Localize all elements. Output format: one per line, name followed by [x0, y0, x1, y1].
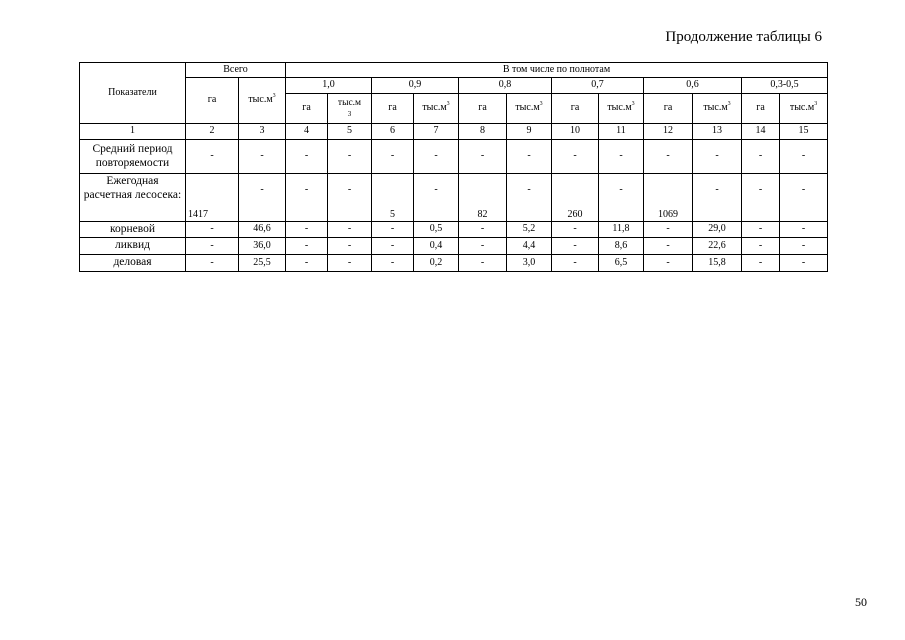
table-cell: - [644, 255, 693, 272]
table-row-liquid [80, 238, 828, 255]
table-cell: 1069 [644, 174, 693, 222]
table-cell: - [742, 174, 780, 222]
table-continuation-heading: Продолжение таблицы 6 [665, 29, 822, 45]
column-number: 1 [80, 124, 186, 140]
table-cell: - [414, 140, 459, 174]
header-row-density [80, 78, 828, 94]
row-label-period: Средний период повторяемости [80, 140, 186, 174]
unit-ha-4: га [552, 94, 599, 124]
table-cell: 0,2 [414, 255, 459, 272]
header-total-ha: га [186, 78, 239, 124]
table-cell: - [414, 174, 459, 222]
table-cell: - [186, 238, 239, 255]
table-cell: - [186, 222, 239, 238]
table-cell: - [459, 222, 507, 238]
row-label-liquid: ликвид [80, 238, 186, 255]
table-cell: - [507, 174, 552, 222]
table-cell: - [552, 255, 599, 272]
table-cell: - [742, 222, 780, 238]
column-number: 7 [414, 124, 459, 140]
table-cell: - [286, 174, 328, 222]
table-cell: 1417 [186, 174, 239, 222]
table-cell: - [286, 140, 328, 174]
column-number: 5 [328, 124, 372, 140]
table-cell: - [372, 255, 414, 272]
table-cell: - [742, 140, 780, 174]
table-cell: - [372, 140, 414, 174]
table-row-period [80, 140, 828, 174]
table-cell: - [599, 174, 644, 222]
header-density-3: 0,8 [459, 78, 552, 94]
table-cell: - [780, 174, 828, 222]
unit-ha-5: га [644, 94, 693, 124]
row-label-cut: Ежегодная расчетная лесосека: [80, 174, 186, 222]
table-cell: - [459, 238, 507, 255]
table-cell: - [328, 174, 372, 222]
table-cell: - [459, 255, 507, 272]
table-cell: 36,0 [239, 238, 286, 255]
forest-cut-table [79, 62, 828, 272]
table-cell: - [644, 222, 693, 238]
table-cell: - [693, 140, 742, 174]
table-cell: - [552, 140, 599, 174]
table-cell: - [372, 238, 414, 255]
unit-thous-m3-5: $тыс.м^3$ [693, 94, 742, 124]
table-cell: 0,5 [414, 222, 459, 238]
table-cell: - [552, 222, 599, 238]
table-cell: 5,2 [507, 222, 552, 238]
unit-ha-6: га [742, 94, 780, 124]
header-row-top [80, 63, 828, 78]
table-cell: - [742, 255, 780, 272]
column-numbers-row [80, 124, 828, 140]
table-cell: 29,0 [693, 222, 742, 238]
table-cell: 3,0 [507, 255, 552, 272]
column-number: 9 [507, 124, 552, 140]
table-cell: - [742, 238, 780, 255]
column-number: 12 [644, 124, 693, 140]
table-row-cut [80, 174, 828, 222]
header-density-4: 0,7 [552, 78, 644, 94]
table-cell: - [372, 222, 414, 238]
table-cell: 46,6 [239, 222, 286, 238]
table-cell: - [239, 140, 286, 174]
unit-thous-m3-2: $тыс.м^3$ [414, 94, 459, 124]
table-cell: - [328, 255, 372, 272]
column-number: 6 [372, 124, 414, 140]
table-cell: - [780, 255, 828, 272]
page-number: 50 [855, 595, 867, 609]
header-by-density: В том числе по полнотам [286, 63, 828, 78]
column-number: 2 [186, 124, 239, 140]
table-cell: - [459, 140, 507, 174]
table-cell: - [286, 255, 328, 272]
header-density-1: 1,0 [286, 78, 372, 94]
table-cell: 11,8 [599, 222, 644, 238]
column-number: 15 [780, 124, 828, 140]
unit-thous-m3-3: $тыс.м^3$ [507, 94, 552, 124]
table-cell: 0,4 [414, 238, 459, 255]
table-cell: 4,4 [507, 238, 552, 255]
column-number: 3 [239, 124, 286, 140]
table-cell: 25,5 [239, 255, 286, 272]
unit-thous-m3-6: $тыс.м^3$ [780, 94, 828, 124]
table-row-root [80, 222, 828, 238]
table-cell: - [507, 140, 552, 174]
header-density-5: 0,6 [644, 78, 742, 94]
table-cell: 6,5 [599, 255, 644, 272]
table-cell: - [186, 140, 239, 174]
row-label-root: корневой [80, 222, 186, 238]
column-number: 13 [693, 124, 742, 140]
unit-thous-m3-1: тыс.м 3 [328, 94, 372, 124]
table-cell: 82 [459, 174, 507, 222]
column-number: 10 [552, 124, 599, 140]
table-cell: - [328, 222, 372, 238]
table-cell: - [286, 222, 328, 238]
table-cell: 22,6 [693, 238, 742, 255]
table-cell: - [328, 140, 372, 174]
table-cell: - [328, 238, 372, 255]
column-number: 14 [742, 124, 780, 140]
header-total-thous-m3: $тыс.м^3$ [239, 78, 286, 124]
table-cell: - [186, 255, 239, 272]
row-label-business: деловая [80, 255, 186, 272]
table-cell: - [644, 238, 693, 255]
table-cell: - [780, 238, 828, 255]
table-cell: - [552, 238, 599, 255]
column-number: 8 [459, 124, 507, 140]
header-density-6: 0,3-0,5 [742, 78, 828, 94]
unit-ha-2: га [372, 94, 414, 124]
column-number: 4 [286, 124, 328, 140]
table-cell: 260 [552, 174, 599, 222]
table-cell: 15,8 [693, 255, 742, 272]
header-density-2: 0,9 [372, 78, 459, 94]
column-number: 11 [599, 124, 644, 140]
header-total: Всего [186, 63, 286, 78]
table-cell: - [644, 140, 693, 174]
unit-ha-3: га [459, 94, 507, 124]
unit-ha-1: га [286, 94, 328, 124]
table-cell: 8,6 [599, 238, 644, 255]
unit-thous-m3-4: $тыс.м^3$ [599, 94, 644, 124]
table-row-business [80, 255, 828, 272]
table-cell: - [599, 140, 644, 174]
table-cell: - [286, 238, 328, 255]
table-cell: - [693, 174, 742, 222]
table-cell: - [780, 222, 828, 238]
table-cell: - [780, 140, 828, 174]
table-cell: - [239, 174, 286, 222]
table-cell: 5 [372, 174, 414, 222]
header-indicators: Показатели [80, 63, 186, 124]
